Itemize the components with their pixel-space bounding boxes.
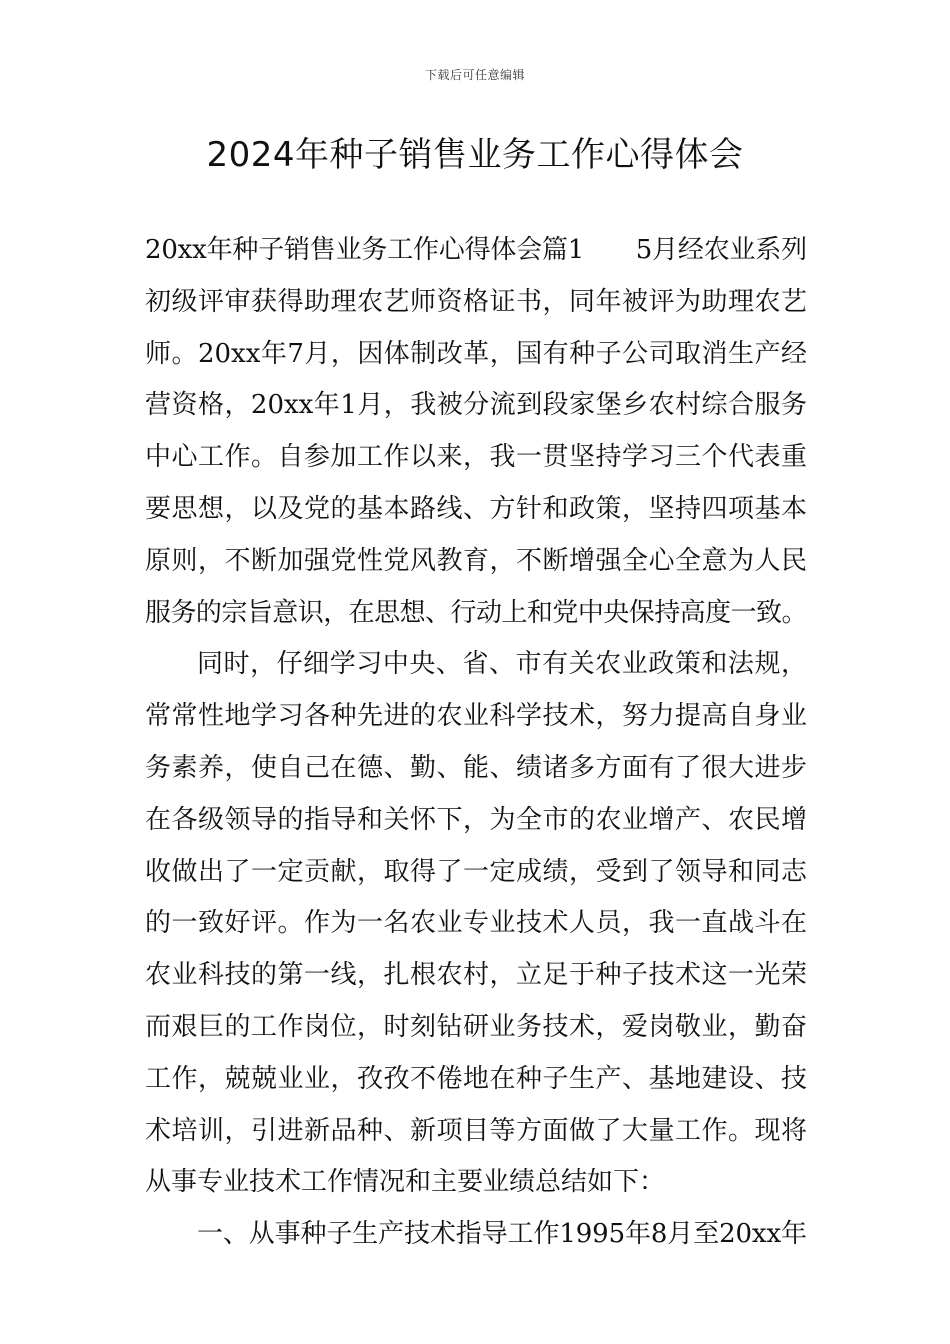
text-line: 而艰巨的工作岗位，时刻钻研业务技术，爱岗敬业，勤奋: [145, 1011, 807, 1042]
text-line: 常常性地学习各种先进的农业科学技术，努力提高自身业: [145, 701, 807, 732]
document-title: 2024年种子销售业务工作心得体会: [206, 135, 744, 175]
text-line: 从事专业技术工作情况和主要业绩总结如下：: [145, 1167, 666, 1198]
text-line: 服务的宗旨意识，在思想、行动上和党中央保持高度一致。: [145, 597, 807, 628]
text-line: 同时，仔细学习中央、省、市有关农业政策和法规，: [197, 649, 807, 680]
text-line: 要思想，以及党的基本路线、方针和政策，坚持四项基本: [145, 493, 807, 524]
text-line: 一、从事种子生产技术指导工作1995年8月至20xx年: [197, 1219, 807, 1250]
text-line: 术培训，引进新品种、新项目等方面做了大量工作。现将: [145, 1115, 807, 1146]
text-line: 的一致好评。作为一名农业专业技术人员，我一直战斗在: [145, 908, 807, 939]
text-line: 营资格，20xx年1月，我被分流到段家堡乡农村综合服务: [145, 390, 807, 421]
text-line: 收做出了一定贡献，取得了一定成绩，受到了领导和同志: [145, 856, 807, 887]
text-line: 原则，不断加强党性党风教育，不断增强全心全意为人民: [145, 545, 807, 576]
text-line: 初级评审获得助理农艺师资格证书，同年被评为助理农艺: [145, 286, 807, 317]
text-line: 在各级领导的指导和关怀下，为全市的农业增产、农民增: [145, 804, 807, 835]
text-line: 师。20xx年7月，因体制改革，国有种子公司取消生产经: [145, 338, 807, 369]
text-line: 农业科技的第一线，扎根农村，立足于种子技术这一光荣: [145, 960, 807, 991]
document-body: [145, 225, 807, 1261]
text-line: 务素养，使自己在德、勤、能、绩诸多方面有了很大进步: [145, 752, 807, 783]
text-line: 20xx年种子销售业务工作心得体会篇1 5月经农业系列: [145, 235, 807, 265]
text-line: 工作，兢兢业业，孜孜不倦地在种子生产、基地建设、技: [145, 1063, 807, 1094]
text-line: 中心工作。自参加工作以来，我一贯坚持学习三个代表重: [145, 442, 807, 473]
header-note: 下载后可任意编辑: [424, 68, 525, 82]
